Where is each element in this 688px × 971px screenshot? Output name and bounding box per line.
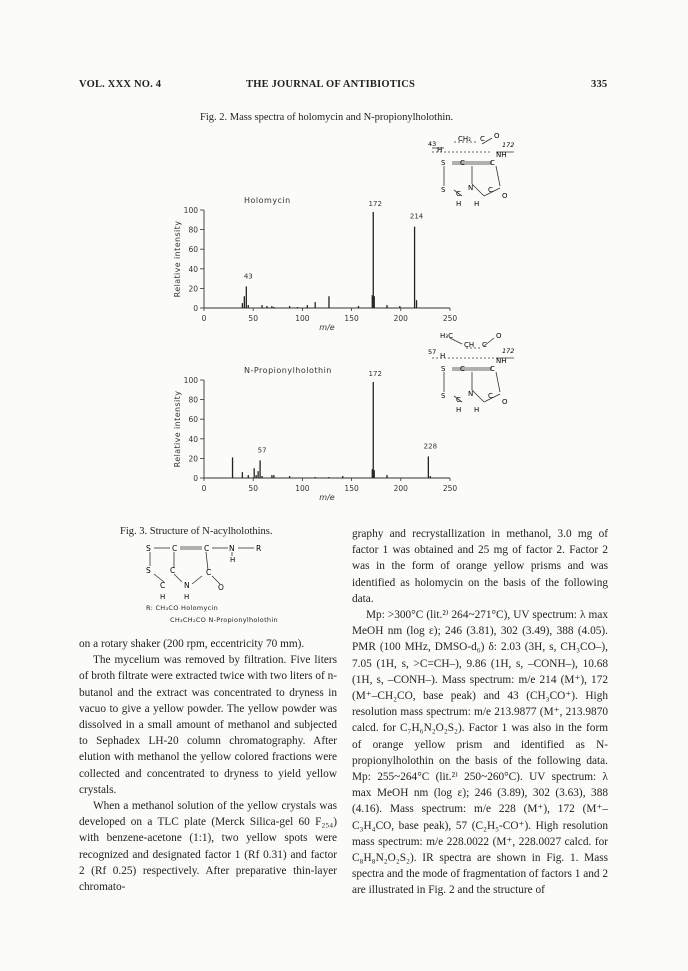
- y-tick-label: 20: [188, 284, 198, 294]
- peak-label: 172: [368, 370, 382, 378]
- fig3-n2: N: [184, 581, 190, 590]
- x-tick-label: 200: [393, 314, 408, 323]
- left-paragraph-2: The mycelium was removed by filtration. Five liters of broth filtrate were extracted twice with two liters of n-butanol and the extract was concentrated to dryness in vacuo to give a yellow powder. The yellow powder was dissolved in a small amount of methanol and subjected to Sephadex LH-20 column chromatography. After elution with methanol the yellow colored fractions were collected and concentrated to dryness to yield yellow crystals.: [79, 654, 337, 796]
- n-acylholothin-structure-svg: [142, 540, 292, 602]
- y-axis-label: Relative intensity: [173, 390, 182, 468]
- struct1-label-43: 43: [428, 140, 437, 148]
- struct2-h3: H: [474, 406, 480, 414]
- struct1-c2: C: [490, 159, 495, 167]
- holomycin-mass-spectrum: [168, 190, 468, 340]
- x-tick-label: 250: [442, 484, 458, 493]
- right-paragraph-2: Mp: >300°C (lit.²⁾ 264~271°C), UV spectrum: λ max MeOH nm (log ε); 246 (3.81), 302 (3.49), 388 (4.05). PMR (100 MHz, DMSO-d₆) δ: 2.03 (3H, s, CH₃CO–), 7.05 (1H, s, >C=CH–), 9.86 (1H, s, –CONH–), 10.68 (1H, s, –CONH–). Mass spectrum: m/e 214 (M⁺), 172 (M⁺–CH₂CO, base peak) and 43 (CH₃CO⁺). High resolution mass spectrum: m/e 213.9877 (M⁺, 213.9870 calcd. for C₇H₆N₂O₂S₂). Factor 1 was also in the form of orange yellow prism and identified as N-propionylholothin on the basis of the following data. Mp: 255~264°C (lit.²⁾ 250~260°C). UV spectrum: λ max MeOH nm (log ε); 246 (3.89), 302 (3.63), 388 (4.16). Mass spectrum: m/e 228 (M⁺), 172 (M⁺–C₃H₄CO, base peak), 57 (C₂H₅-CO⁺). High resolution mass spectrum: m/e 228.0022 (M⁺, 228.0027 calcd. for C₈H₈N₂O₂S₂). IR spectra are shown in Fig. 1. Mass spectra and the mode of fragmentation of factors 1 and 2 are illustrated in Fig. 2 and the structure of: [352, 609, 608, 897]
- x-tick-label: 100: [295, 314, 310, 323]
- struct2-s1: S: [441, 365, 446, 373]
- fig3-h2: H: [184, 593, 190, 601]
- x-tick-label: 50: [248, 314, 258, 323]
- struct1-h: H: [437, 146, 443, 154]
- peak-label: 43: [243, 272, 253, 281]
- chart-title: Holomycin: [244, 196, 291, 205]
- struct1-c4: C: [488, 186, 493, 194]
- struct1-o-top: O: [494, 132, 500, 140]
- y-tick-label: 100: [183, 206, 198, 215]
- peak-label: 214: [409, 212, 424, 221]
- propionylholothin-chart-svg: [168, 360, 468, 510]
- struct2-h: H: [440, 352, 446, 360]
- peak-label: 172: [368, 200, 382, 208]
- struct1-s2: S: [441, 186, 446, 194]
- fig3-s1: S: [146, 544, 151, 553]
- running-header-journal: THE JOURNAL OF ANTIBIOTICS: [246, 79, 416, 90]
- struct1-h2: H: [456, 200, 462, 208]
- y-tick-label: 40: [188, 264, 198, 274]
- y-axis-label: Relative intensity: [173, 220, 182, 298]
- fig3-c3: C: [170, 566, 176, 575]
- fig3-o: O: [218, 583, 224, 592]
- fig3-r-legend-2: CH₃CH₂CO N-Propionylholothin: [170, 616, 278, 624]
- struct1-c1: C: [460, 159, 465, 167]
- struct2-c4: C: [488, 392, 493, 400]
- struct2-nh: NH: [496, 357, 507, 365]
- n-acylholothin-structure: [142, 540, 292, 602]
- fig3-c4: C: [206, 568, 212, 577]
- fig2-caption: Fig. 2. Mass spectra of holomycin and N-propionylholothin.: [200, 112, 454, 123]
- x-tick-label: 100: [295, 484, 310, 493]
- fig3-c1: C: [172, 544, 178, 553]
- y-tick-label: 80: [188, 225, 198, 235]
- left-paragraph-1: on a rotary shaker (200 rpm, eccentricity 70 mm).: [79, 638, 305, 650]
- struct2-s2: S: [441, 392, 446, 400]
- y-tick-label: 20: [188, 454, 198, 464]
- struct1-o2: O: [502, 192, 508, 200]
- struct1-nh: NH: [496, 151, 507, 159]
- page-number: 335: [591, 79, 608, 90]
- struct1-label-172: 172: [502, 141, 515, 149]
- y-tick-label: 40: [188, 434, 198, 444]
- struct2-n: N: [468, 390, 474, 398]
- x-tick-label: 200: [393, 484, 408, 493]
- struct2-label-172: 172: [502, 347, 515, 355]
- x-axis-label: m/e: [319, 493, 335, 502]
- struct2-c-top: C: [482, 341, 487, 349]
- y-tick-label: 0: [193, 474, 198, 483]
- fig3-n1: N: [229, 544, 235, 553]
- struct2-o2: O: [502, 398, 508, 406]
- y-tick-label: 100: [183, 376, 198, 385]
- right-paragraph-1: graphy and recrystallization in methanol, 3.0 mg of factor 1 was obtained and 25 mg of factor 2. Factor 2 was in the form of orange yellow prisms and was identified as holomycin on the basis of the following data.: [352, 528, 608, 605]
- holomycin-chart-svg: [168, 190, 468, 340]
- running-header-volume: VOL. XXX NO. 4: [79, 79, 162, 90]
- peak-label: 57: [257, 446, 267, 455]
- right-column-text: [352, 526, 608, 899]
- fig3-h-nh: H: [230, 556, 236, 564]
- struct1-c-top: C: [480, 135, 485, 143]
- struct1-c3: C: [456, 190, 461, 198]
- y-tick-label: 60: [188, 415, 198, 425]
- propionylholothin-mass-spectrum: [168, 360, 468, 510]
- peak-label: 228: [423, 442, 438, 451]
- fig3-c2: C: [204, 544, 210, 553]
- x-tick-label: 0: [201, 484, 207, 493]
- struct2-o-top: O: [496, 332, 502, 340]
- chart-title: N-Propionylholothin: [244, 366, 332, 375]
- struct2-label-57: 57: [428, 348, 437, 356]
- struct1-s1: S: [441, 159, 446, 167]
- struct2-c2: C: [490, 365, 495, 373]
- struct1-n: N: [468, 184, 474, 192]
- fig3-caption: Fig. 3. Structure of N-acylholothins.: [120, 526, 273, 537]
- left-column-text: [79, 636, 337, 895]
- fig3-r-legend-1: R: CH₃CO Holomycin: [146, 604, 219, 612]
- fig3-s2: S: [146, 566, 151, 575]
- struct1-ch2: CH₂: [458, 135, 471, 143]
- y-tick-label: 60: [188, 245, 198, 255]
- struct1-h3: H: [474, 200, 480, 208]
- struct2-ch: CH: [464, 341, 475, 349]
- struct2-h2: H: [456, 406, 462, 414]
- struct2-c3: C: [456, 396, 461, 404]
- x-tick-label: 150: [344, 484, 359, 493]
- x-tick-label: 0: [201, 314, 207, 323]
- fig3-r: R: [256, 544, 262, 553]
- x-tick-label: 150: [344, 314, 359, 323]
- x-tick-label: 50: [248, 484, 258, 493]
- struct2-c1: C: [460, 365, 465, 373]
- y-tick-label: 0: [193, 304, 198, 313]
- struct2-h3c: H₃C: [440, 332, 453, 340]
- fig3-h1: H: [160, 593, 166, 601]
- fig3-c5: C: [160, 581, 166, 590]
- x-tick-label: 250: [442, 314, 458, 323]
- y-tick-label: 80: [188, 395, 198, 405]
- left-paragraph-3: When a methanol solution of the yellow crystals was developed on a TLC plate (Merck Silica-gel 60 F₂₅₄) with benzene-acetone (1:1), two yellow spots were recognized and designated factor 1 (Rf 0.31) and factor 2 (Rf 0.25) respectively. After preparative thin-layer chromato-: [79, 800, 337, 894]
- x-axis-label: m/e: [319, 323, 335, 332]
